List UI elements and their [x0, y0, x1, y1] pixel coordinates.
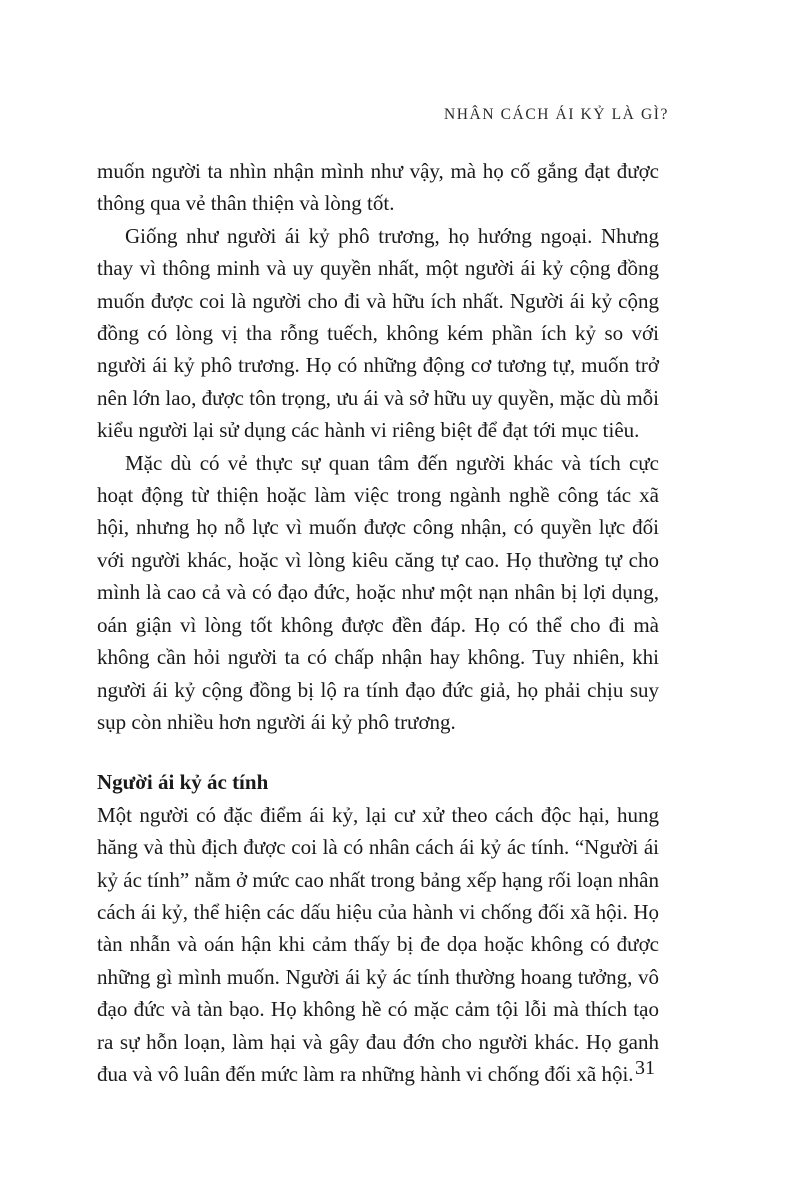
paragraph: Mặc dù có vẻ thực sự quan tâm đến người khác và tích cực hoạt động từ thiện hoặc làm việc trong ngành nghề công tác xã hội, nhưng họ nỗ lực vì muốn được công nhận, có quyền lực đối với người khác, hoặc vì lòng kiêu căng tự cao. Họ thường tự cho mình là cao cả và có đạo đức, hoặc như một nạn nhân bị lợi dụng, oán giận vì lòng tốt không được đền đáp. Họ có thể cho đi mà không cần hỏi người ta có chấp nhận hay không. Tuy nhiên, khi người ái kỷ cộng đồng bị lộ ra tính đạo đức giả, họ phải chịu suy sụp còn nhiều hơn người ái kỷ phô trương.	[97, 450, 659, 734]
running-header: NHÂN CÁCH ÁI KỶ LÀ GÌ?	[443, 106, 669, 123]
body-text	[97, 155, 659, 1090]
section-heading: Người ái kỷ ác tính	[97, 770, 269, 795]
section-paragraph: Một người có đặc điểm ái kỷ, lại cư xử theo cách độc hại, hung hăng và thù địch được coi là có nhân cách ái kỷ ác tính. “Người ái kỷ ác tính” nằm ở mức cao nhất trong bảng xếp hạng rối loạn nhân cách ái kỷ, thể hiện các dấu hiệu của hành vi chống đối xã hội. Họ tàn nhẫn và oán hận khi cảm thấy bị đe dọa hoặc không có được những gì mình muốn. Người ái kỷ ác tính thường hoang tưởng, vô đạo đức và tàn bạo. Họ không hề có mặc cảm tội lỗi mà thích tạo ra sự hỗn loạn, làm hại và gây đau đớn cho người khác. Họ ganh đua và vô luân đến mức làm ra những hành vi chống đối xã hội.	[97, 802, 659, 1086]
paragraph: Giống như người ái kỷ phô trương, họ hướng ngoại. Nhưng thay vì thông minh và uy quyền nhất, một người ái kỷ cộng đồng muốn được coi là người cho đi và hữu ích nhất. Người ái kỷ cộng đồng có lòng vị tha rỗng tuếch, không kém phần ích kỷ so với người ái kỷ phô trương. Họ có những động cơ tương tự, muốn trở nên lớn lao, được tôn trọng, ưu ái và sở hữu uy quyền, mặc dù mỗi kiểu người lại sử dụng các hành vi riêng biệt để đạt tới mục tiêu.	[97, 223, 659, 443]
page-number: 31	[635, 1057, 655, 1079]
paragraph-continued: muốn người ta nhìn nhận mình như vậy, mà họ cố gắng đạt được thông qua vẻ thân thiện và lòng tốt.	[97, 159, 659, 216]
